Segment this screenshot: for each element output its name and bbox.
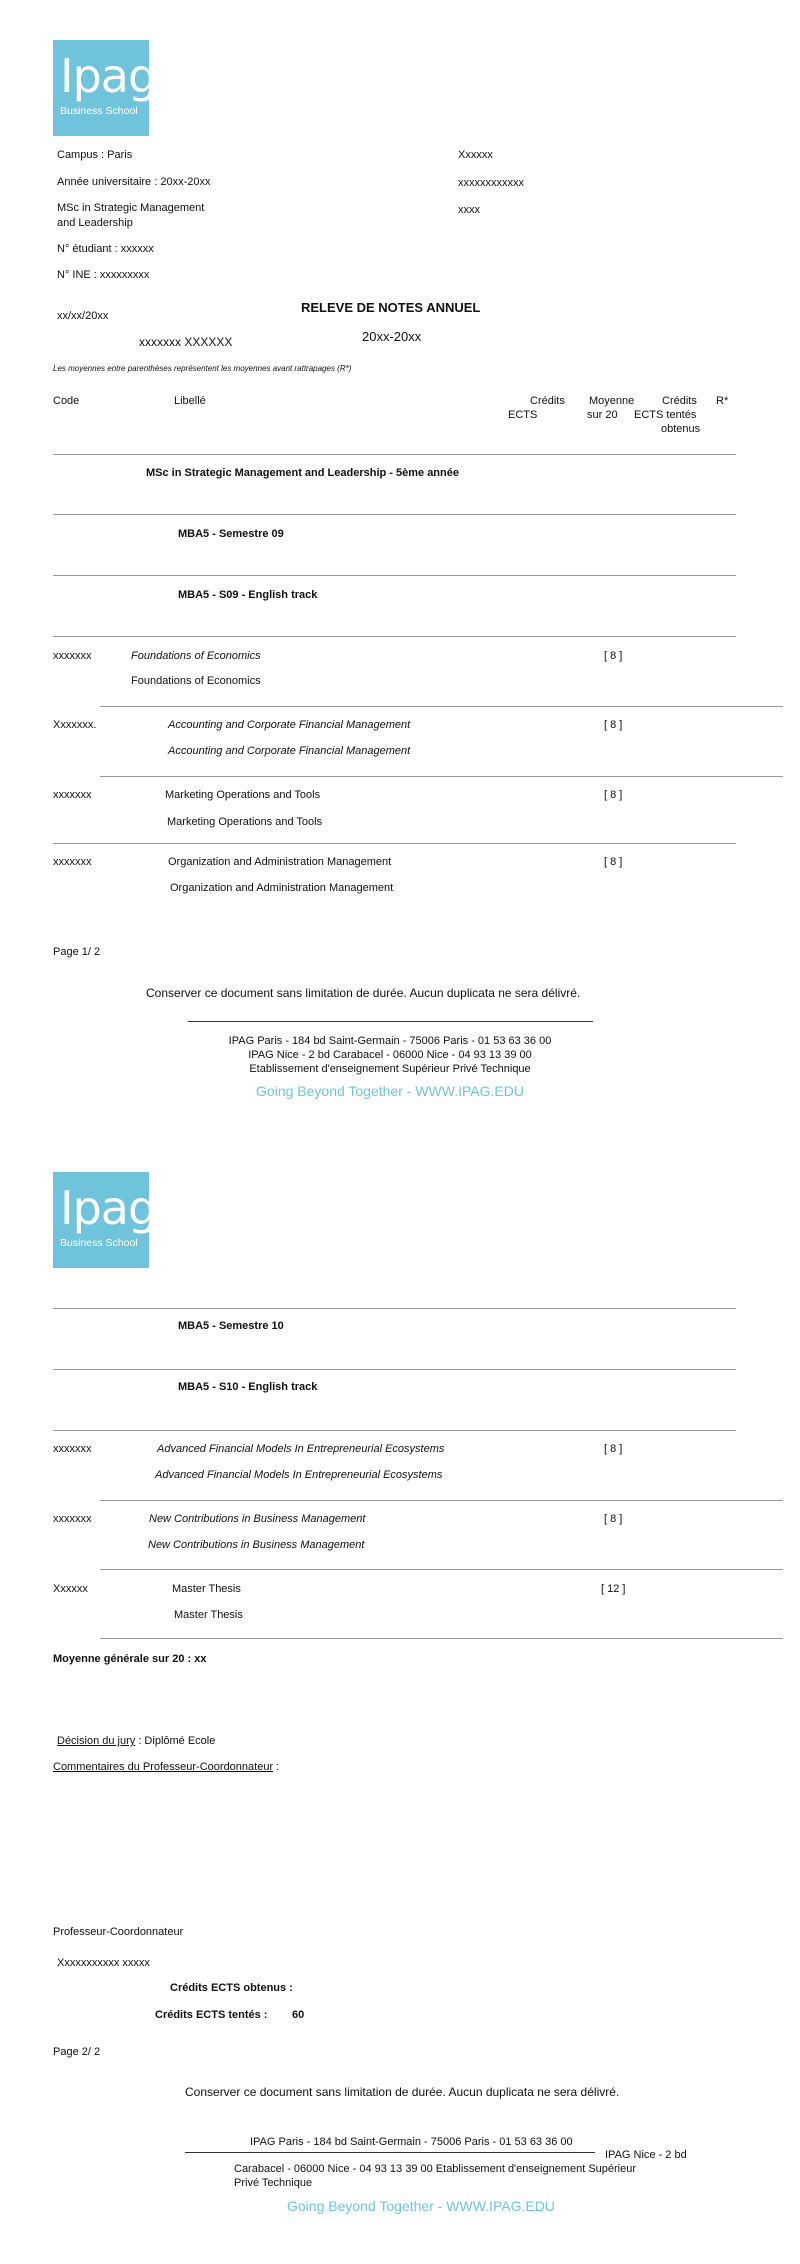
- course-credits: [ 8 ]: [604, 789, 623, 801]
- footer-address-paris: IPAG Paris - 184 bd Saint-Germain - 75006 Paris - 01 53 63 36 00: [250, 2136, 573, 2148]
- ipag-logo: [53, 1172, 157, 1268]
- logo-text: Ipag: [60, 49, 157, 103]
- campus-value: Xxxxxx: [458, 149, 493, 161]
- program-line2: and Leadership: [57, 217, 133, 229]
- col-avg-2: sur 20: [587, 409, 618, 421]
- course-credits: [ 8 ]: [604, 650, 623, 662]
- course-code: Xxxxxxx.: [53, 719, 97, 731]
- course-title: Foundations of Economics: [131, 650, 261, 662]
- course-subtitle: Accounting and Corporate Financial Management: [168, 745, 411, 757]
- divider: [53, 454, 736, 455]
- divider: [53, 575, 736, 576]
- divider: [53, 843, 736, 844]
- course-title: Master Thesis: [172, 1583, 241, 1595]
- coordinator-comments-colon: :: [273, 1761, 280, 1773]
- jury-decision-label: Décision du jury: [57, 1735, 136, 1747]
- program-value: xxxx: [458, 204, 480, 216]
- course-credits: [ 8 ]: [604, 1443, 623, 1455]
- logo-subtext: Business School: [60, 1237, 138, 1249]
- logo-text: Ipag: [60, 1181, 157, 1235]
- divider: [53, 1308, 736, 1309]
- footer-address-continued: Carabacel - 06000 Nice - 04 93 13 39 00 Etablissement d'enseignement Supérieur: [234, 2163, 637, 2175]
- semester-heading: MBA5 - Semestre 10: [178, 1320, 284, 1332]
- divider: [53, 1430, 736, 1431]
- divider: [100, 776, 783, 777]
- course-title: Accounting and Corporate Financial Management: [168, 719, 411, 731]
- credits-obtained: Crédits ECTS obtenus :: [170, 1982, 293, 1994]
- credits-attempted-value: 60: [292, 2009, 305, 2021]
- averages-note: Les moyennes entre parenthèses représentent les moyennes avant rattrapages (R*): [53, 364, 352, 373]
- track-heading: MBA5 - S10 - English track: [178, 1381, 318, 1393]
- divider: [53, 1369, 736, 1370]
- document-title: RELEVE DE NOTES ANNUEL: [301, 300, 481, 315]
- col-label: Libellé: [174, 395, 206, 407]
- divider: [100, 1638, 783, 1639]
- col-attempted-1: Crédits: [662, 395, 697, 407]
- footer-address-nice: IPAG Nice - 2 bd Carabacel - 06000 Nice - 04 93 13 39 00: [248, 1049, 532, 1061]
- year-value: xxxxxxxxxxxx: [458, 177, 524, 189]
- course-code: xxxxxxx: [53, 789, 92, 801]
- course-subtitle: New Contributions in Business Management: [148, 1539, 365, 1551]
- logo-subtext: Business School: [60, 105, 138, 117]
- issue-date: xx/xx/20xx: [57, 310, 109, 322]
- course-code: xxxxxxx: [53, 650, 92, 662]
- col-r: R*: [716, 395, 729, 407]
- col-avg-1: Moyenne: [589, 395, 635, 407]
- footer-slogan-link[interactable]: Going Beyond Together - WWW.IPAG.EDU: [287, 2198, 555, 2214]
- track-heading: MBA5 - S09 - English track: [178, 589, 318, 601]
- retention-notice: Conserver ce document sans limitation de durée. Aucun duplicata ne sera délivré.: [185, 2085, 620, 2099]
- coordinator-title: Professeur-Coordonnateur: [53, 1926, 184, 1938]
- course-credits: [ 8 ]: [604, 856, 623, 868]
- course-subtitle: Organization and Administration Management: [170, 882, 394, 894]
- course-code: xxxxxxx: [53, 856, 92, 868]
- col-credits-1: Crédits: [530, 395, 565, 407]
- divider: [100, 1500, 783, 1501]
- course-code: xxxxxxx: [53, 1443, 92, 1455]
- course-title: New Contributions in Business Management: [149, 1513, 366, 1525]
- footer-address-paris: IPAG Paris - 184 bd Saint-Germain - 75006 Paris - 01 53 63 36 00: [228, 1035, 552, 1047]
- course-credits: [ 12 ]: [601, 1583, 626, 1595]
- footer-status: Etablissement d'enseignement Supérieur Privé Technique: [249, 1063, 531, 1075]
- jury-decision-value: : Diplômé Ecole: [135, 1735, 216, 1747]
- course-credits: [ 8 ]: [604, 1513, 623, 1525]
- course-title: Organization and Administration Management: [168, 856, 392, 868]
- ipag-logo: [53, 40, 157, 136]
- col-attempted-3: obtenus: [661, 423, 701, 435]
- course-code: Xxxxxx: [53, 1583, 88, 1595]
- course-subtitle: Marketing Operations and Tools: [167, 816, 323, 828]
- course-code: xxxxxxx: [53, 1513, 92, 1525]
- student-name: xxxxxxx XXXXXX: [139, 335, 233, 349]
- divider: [100, 706, 783, 707]
- footer-status: Privé Technique: [234, 2177, 313, 2189]
- col-credits-2: ECTS: [508, 409, 538, 421]
- semester-heading: MBA5 - Semestre 09: [178, 528, 284, 540]
- footer-divider: [185, 2152, 595, 2153]
- divider: [100, 1569, 783, 1570]
- divider: [53, 514, 736, 515]
- footer-address-nice: IPAG Nice - 2 bd: [605, 2149, 687, 2161]
- course-subtitle: Advanced Financial Models In Entrepreneurial Ecosystems: [155, 1469, 443, 1481]
- coordinator-comments-label: Commentaires du Professeur-Coordonnateur: [53, 1761, 274, 1773]
- general-average: Moyenne générale sur 20 : xx: [53, 1653, 207, 1665]
- col-attempted-2: ECTS tentés: [634, 409, 697, 421]
- course-subtitle: Foundations of Economics: [131, 675, 261, 687]
- jury-decision: [57, 1735, 215, 1747]
- program-heading: MSc in Strategic Management and Leadership - 5ème année: [146, 467, 459, 479]
- col-code: Code: [53, 395, 80, 407]
- student-number: N° étudiant : xxxxxx: [57, 243, 154, 255]
- program-line1: MSc in Strategic Management: [57, 202, 205, 214]
- year-label: Année universitaire : 20xx-20xx: [57, 176, 211, 188]
- retention-notice: Conserver ce document sans limitation de durée. Aucun duplicata ne sera délivré.: [146, 986, 581, 1000]
- course-title: Marketing Operations and Tools: [165, 789, 321, 801]
- divider: [53, 636, 736, 637]
- page-number: Page 1/ 2: [53, 946, 101, 958]
- campus-label: Campus : Paris: [57, 149, 133, 161]
- course-title: Advanced Financial Models In Entrepreneurial Ecosystems: [157, 1443, 445, 1455]
- footer-slogan-link[interactable]: Going Beyond Together - WWW.IPAG.EDU: [256, 1083, 524, 1099]
- page-number: Page 2/ 2: [53, 2046, 101, 2058]
- ine-number: N° INE : xxxxxxxxx: [57, 269, 150, 281]
- footer-divider: [188, 1021, 593, 1022]
- coordinator-comments: [53, 1761, 279, 1773]
- credits-attempted: Crédits ECTS tentés :: [155, 2009, 268, 2021]
- academic-period: 20xx-20xx: [362, 329, 422, 344]
- course-subtitle: Master Thesis: [174, 1609, 243, 1621]
- coordinator-name: Xxxxxxxxxxx xxxxx: [57, 1957, 150, 1969]
- course-credits: [ 8 ]: [604, 719, 623, 731]
